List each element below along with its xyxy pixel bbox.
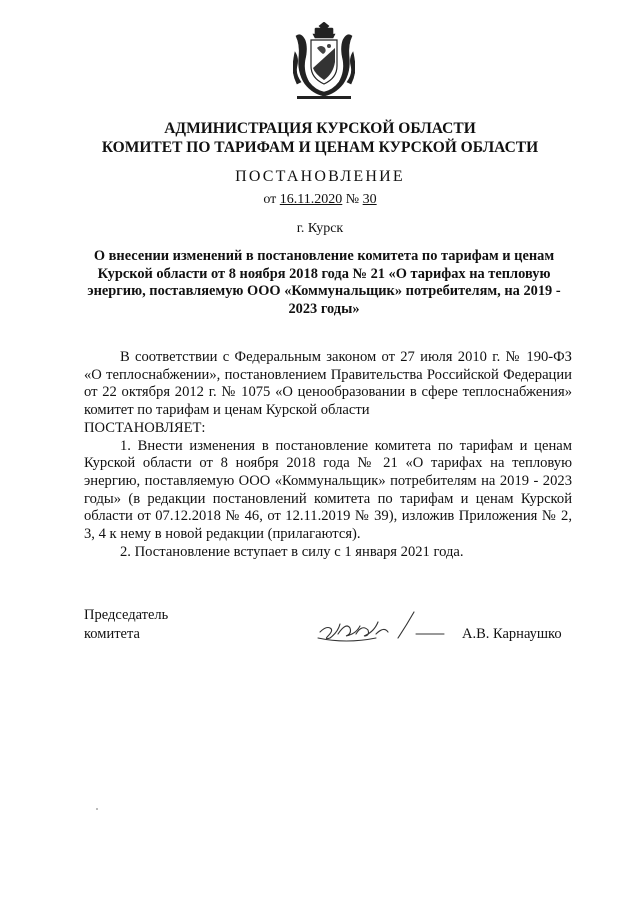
item-2-paragraph: 2. Постановление вступает в силу с 1 января 2021 года.	[120, 543, 464, 560]
number-prefix: №	[345, 192, 360, 207]
date-number-line	[0, 192, 640, 208]
document-date: 16.11.2020	[279, 192, 343, 207]
date-prefix: от	[263, 192, 277, 207]
position-line-1: Председатель	[84, 607, 169, 623]
signatory-name: А.В. Карнаушко	[462, 626, 562, 642]
administration-title: АДМИНИСТРАЦИЯ КУРСКОЙ ОБЛАСТИ	[164, 120, 476, 137]
committee-title: КОМИТЕТ ПО ТАРИФАМ И ЦЕНАМ КУРСКОЙ ОБЛАСТИ	[101, 139, 539, 156]
handwritten-signature	[316, 604, 446, 648]
document-type: ПОСТАНОВЛЕНИЕ	[235, 168, 405, 185]
scan-artifact-dot	[96, 808, 98, 810]
position-line-2: комитета	[84, 626, 140, 642]
coat-of-arms-emblem	[293, 22, 355, 100]
item-1-paragraph: 1. Внести изменения в постановление комитета по тарифам и ценам Курской области от 8 ноября 2018 года № 21 «О тарифах на тепловую энергию, поставляемую ООО «Коммунальщик» потребителям на 2019 - 2023 годы» (в редакции постановлений комитета по тарифам и ценам Курской области от 07.12.2018 № 46, от 12.11.2019 № 39), изложив Приложения № 2, 3, 4 к нему в новой редакции (прилагаются).	[84, 437, 572, 543]
city: г. Курск	[296, 221, 344, 236]
signatory-position	[84, 606, 168, 644]
document-body	[84, 349, 572, 561]
resolves-heading: ПОСТАНОВЛЯЕТ:	[84, 419, 206, 436]
intro-paragraph: В соответствии с Федеральным законом от 27 июля 2010 г. № 190-ФЗ «О теплоснабжении», постановлением Правительства Российской Федерации от 22 октября 2012 г. № 1075 «О ценообразовании в сфере теплоснабжения» комитет по тарифам и ценам Курской области	[84, 349, 572, 419]
document-subject: О внесении изменений в постановление комитета по тарифам и ценам Курской области от 8 ноября 2018 года № 21 «О тарифах на тепловую энергию, поставляемую ООО «Коммунальщик» потребителям, на 2019 - 2023 годы»	[87, 248, 561, 317]
document-number: 30	[362, 192, 377, 207]
